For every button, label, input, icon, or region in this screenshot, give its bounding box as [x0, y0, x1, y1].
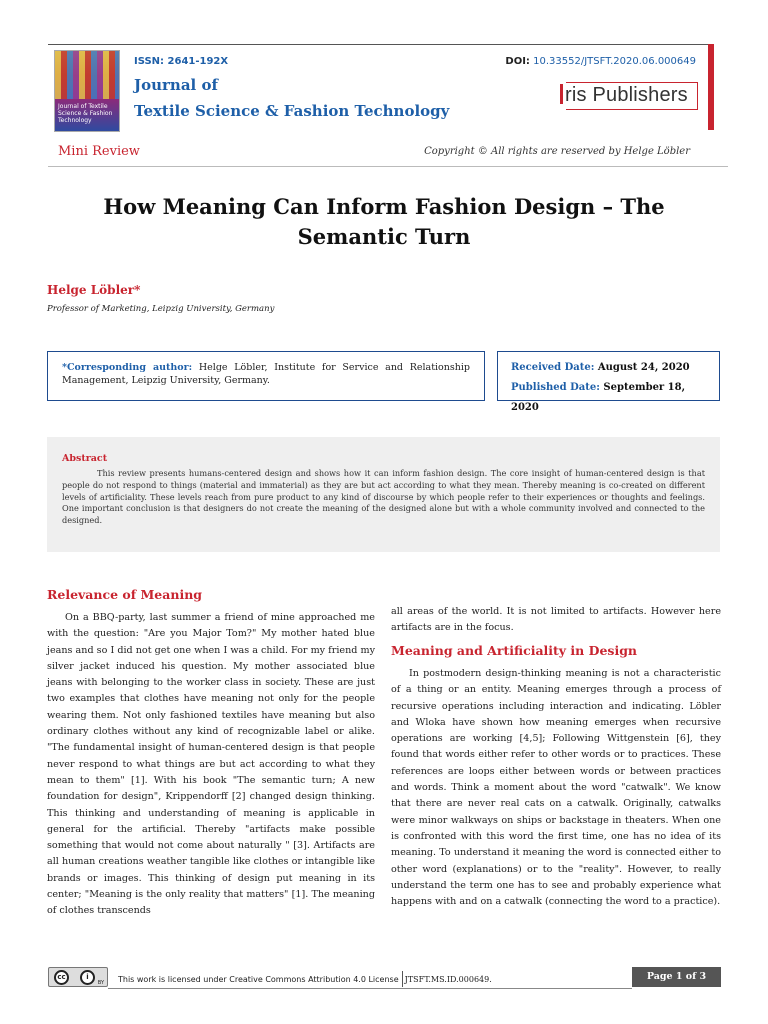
header-accent-bar	[708, 44, 714, 130]
creative-commons-badge[interactable]	[48, 967, 108, 987]
abstract-heading: Abstract	[62, 453, 108, 464]
received-date	[511, 358, 706, 378]
publisher-logo-bar-icon	[560, 84, 563, 104]
doi-label: DOI:	[505, 56, 530, 67]
cc-icon: cc	[54, 970, 69, 985]
doi	[505, 56, 696, 67]
issn: ISSN: 2641-192X	[134, 56, 229, 67]
cover-title: Journal of Textile Science & Fashion Technology	[58, 103, 113, 124]
cover-thread-spools	[55, 51, 119, 99]
footer-separator	[402, 971, 403, 987]
attribution-person-icon: i	[80, 970, 95, 985]
copyright-notice: Copyright © All rights are reserved by Helge Löbler	[424, 146, 690, 157]
relevance-paragraph: On a BBQ-party, last summer a friend of mine approached me with the question: "Are you Major Tom?" My mother hated blue jeans and so I did not get one when I was a child. For my friend my silver jacket induced his question. My mother associated blue jeans with belonging to the worker class in society. These are just two examples that clothes have meaning not only for the people wearing them. Not only fashioned textiles have meaning but also ordinary clothes without any kind of recognizable label or alike. "The fundamental insight of human-centered design is that people never respond to what things are but act according to what they mean to them" [1]. With his book "The semantic turn; A new foundation for design", Krippendorff [2] changed design thinking. This thinking and understanding of meaning is applicable in general for the artificial. Thereby "artifacts make possible something that would not come about naturally " [3]. Artifacts are all human creations weather tangible like clothes or intangible like brands or images. This thinking of design put meaning in its center; "Meaning is the only reality that matters" [1]. The meaning of clothes transcends	[47, 612, 375, 917]
received-date-label: Received Date:	[511, 362, 595, 373]
header-divider	[48, 166, 728, 167]
article-type: Mini Review	[58, 144, 140, 159]
abstract-box	[47, 437, 720, 552]
corresponding-author-text: Helge Löbler, Institute for Service and Relationship Management, Leipzig University, Germany.	[62, 362, 471, 386]
article-title: How Meaning Can Inform Fashion Design – The Semantic Turn	[103, 194, 665, 249]
article-record-id: JTSFT.MS.ID.000649.	[404, 975, 492, 984]
page-number: Page 1 of 3	[632, 967, 721, 987]
published-date-value: September 18, 2020	[511, 382, 686, 413]
license-text: This work is licensed under Creative Commons Attribution 4.0 License	[118, 975, 399, 984]
author-affiliation: Professor of Marketing, Leipzig University, Germany	[47, 304, 275, 314]
journal-name-line2: Textile Science & Fashion Technology	[134, 102, 450, 120]
abstract-text: This review presents humans-centered design and shows how it can inform fashion design. The core insight of human-centered design is that people do not respond to things (material and immaterial) as they are but act according to what they mean. Thereby meaning is co-created on different levels of artificiality. These levels reach from pure product to any kind of discourse by which people refer to their experiences or thoughts and feelings. One important conclusion is that designers do not create the meaning of the designed alone but with a whole community involved and connected to the designed.	[62, 468, 705, 526]
right-column-continuation	[391, 604, 721, 637]
journal-cover-image	[54, 50, 120, 132]
publisher-logo	[556, 82, 698, 112]
cc-by-label: BY	[97, 980, 104, 986]
section-heading-relevance: Relevance of Meaning	[47, 587, 203, 602]
left-column	[47, 610, 375, 920]
artificiality-paragraph: In postmodern design-thinking meaning is not a characteristic of a thing or an entity. Meaning emerges through a process of recursive operations including interaction and indicating. Löbler and Wloka have shown how meaning emerges when recursive operations are working [4,5]; Following Wittgenstein [6], they found that words either refer to other words or to practices. These references are loops either between words or between practices and words. Think a moment about the word "catwalk". We know that there are never real cats on a catwalk. Originally, catwalks were minor walkways on ships or backstage in theaters. When one is confronted with this word the first time, one has no idea of its meaning. To understand it meaning the word is connected either to other word (explanations) or to the "reality". However, to really understand the term one has to see and probably experience what happens with and on a catwalk (connecting the word to a practice).	[391, 668, 721, 908]
dates-box	[497, 351, 720, 413]
right-column	[391, 666, 721, 910]
footer-rule	[108, 988, 632, 989]
section-heading-artificiality: Meaning and Artificiality in Design	[391, 643, 638, 658]
published-date-label: Published Date:	[511, 382, 600, 393]
corresponding-author-box	[47, 351, 485, 401]
author-name: Helge Löbler*	[47, 283, 141, 297]
published-date	[511, 378, 706, 418]
journal-name-line1: Journal of	[134, 76, 218, 94]
license-line	[118, 971, 492, 987]
relevance-continuation: all areas of the world. It is not limited to artifacts. However here artifacts are in the focus.	[391, 606, 721, 634]
header-top-rule	[48, 44, 710, 45]
corresponding-author-label: *Corresponding author:	[62, 362, 193, 373]
publisher-name: ris Publishers	[565, 84, 688, 106]
received-date-value: August 24, 2020	[594, 362, 690, 373]
doi-link[interactable]: 10.33552/JTSFT.2020.06.000649	[533, 56, 696, 67]
